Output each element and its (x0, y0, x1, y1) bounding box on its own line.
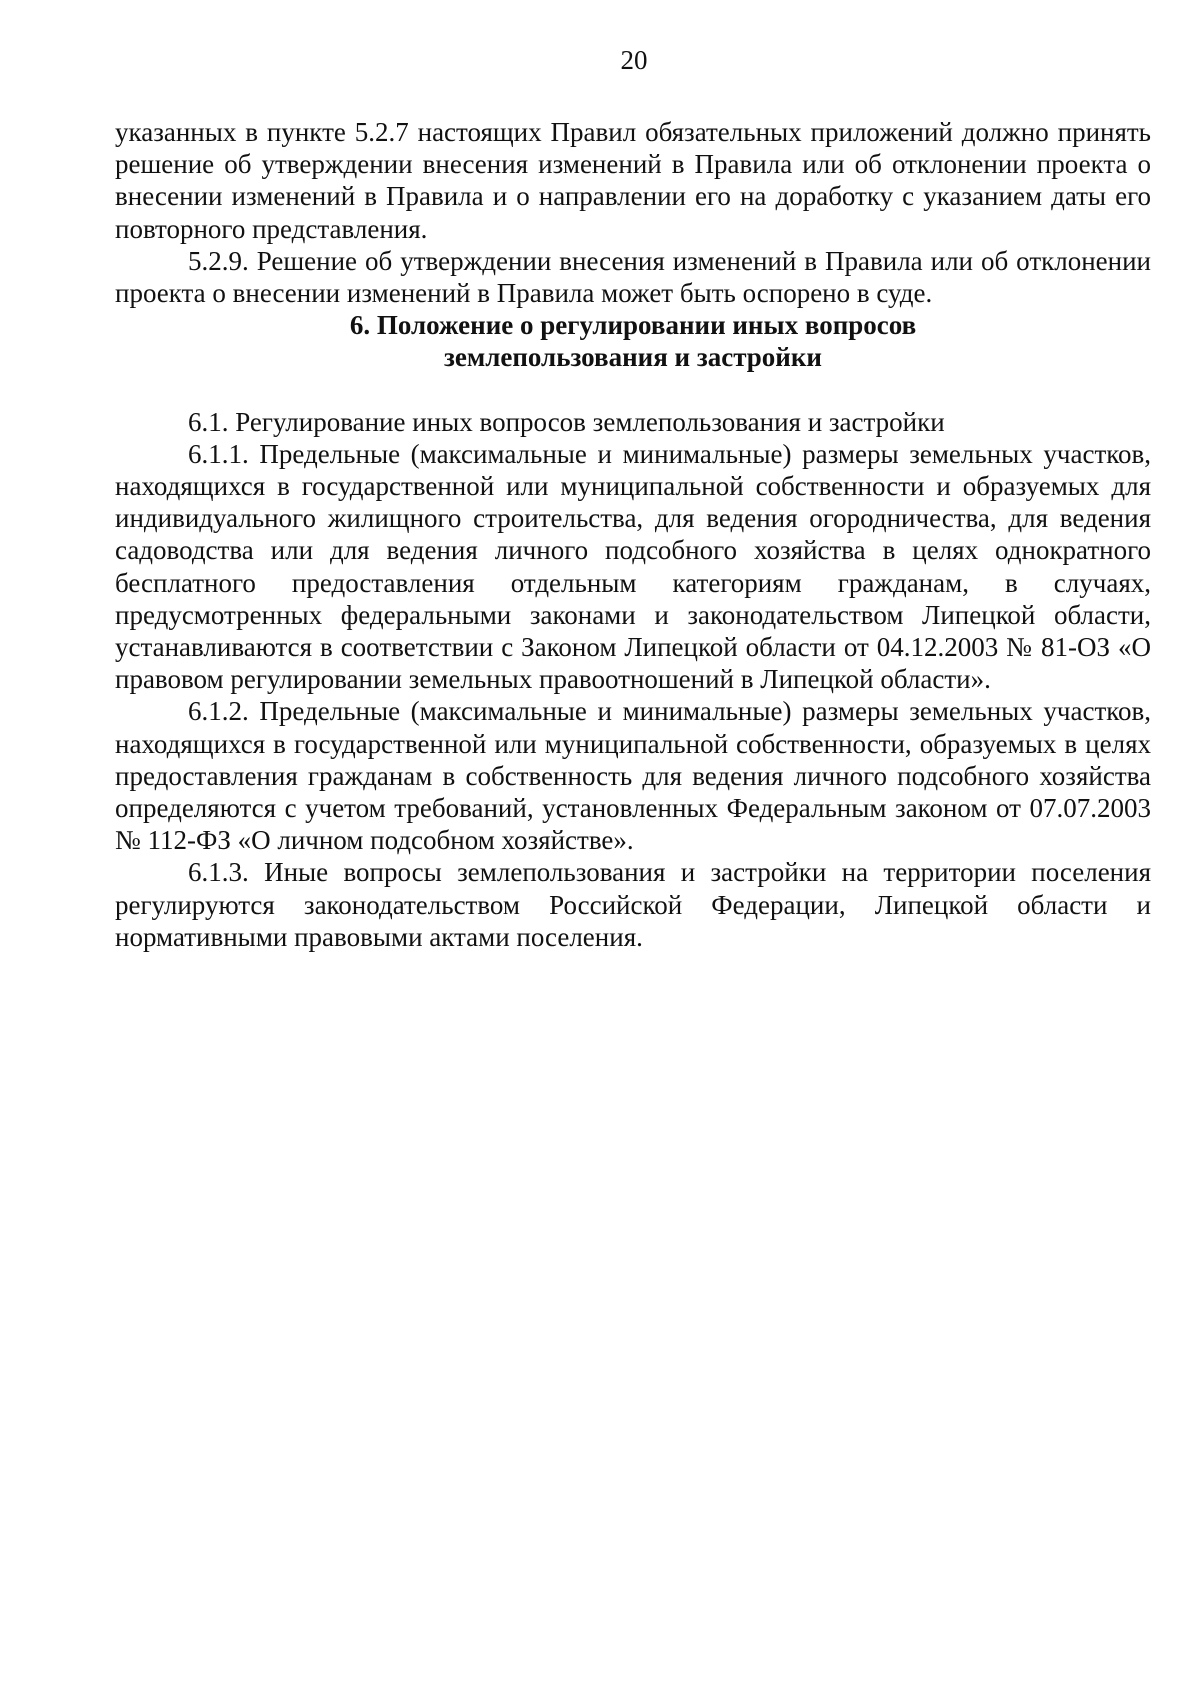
paragraph-6-1-2: 6.1.2. Предельные (максимальные и минимальные) размеры земельных участков, находящихся в государственной или муниципальной собственности, образуемых в целях предоставления гражданам в собственность для ведения личного подсобного хозяйства определяются с учетом требований, установленных Федеральным законом от 07.07.2003 № 112-ФЗ «О личном подсобном хозяйстве». (115, 696, 1151, 856)
section-heading-line-1: 6. Положение о регулировании иных вопросов (349, 310, 917, 341)
paragraph-6-1-1: 6.1.1. Предельные (максимальные и минимальные) размеры земельных участков, находящихся в государственной или муниципальной собственности и образуемых для индивидуального жилищного строительства, для ведения огородничества, для ведения садоводства или для ведения личного подсобного хозяйства в целях однократного бесплатного предоставления отдельным категориям гражданам, в случаях, предусмотренных федеральными законами и законодательством Липецкой области, устанавливаются в соответствии с Законом Липецкой области от 04.12.2003 № 81-ОЗ «О правовом регулировании земельных правоотношений в Липецкой области». (115, 438, 1151, 695)
section-heading (115, 309, 1151, 373)
paragraph-continuation: указанных в пункте 5.2.7 настоящих Правил обязательных приложений должно принять решение об утверждении внесения изменений в Правила или об отклонении проекта о внесении изменений в Правила и о направлении его на доработку с указанием даты его повторного представления. (115, 117, 1151, 244)
paragraph-6-1: 6.1. Регулирование иных вопросов землепользования и застройки (188, 406, 945, 437)
paragraph-5-2-9: 5.2.9. Решение об утверждении внесения изменений в Правила или об отклонении проекта о внесении изменений в Правила может быть оспорено в суде. (115, 245, 1151, 309)
section-heading-line-2: землепользования и застройки (444, 342, 822, 373)
blank-line (115, 374, 1151, 406)
page-number: 20 (620, 45, 648, 75)
document-body (115, 116, 1151, 953)
paragraph-6-1-3: 6.1.3. Иные вопросы землепользования и застройки на территории поселения регулируются законодательством Российской Федерации, Липецкой области и нормативными правовыми актами поселения. (115, 857, 1151, 952)
